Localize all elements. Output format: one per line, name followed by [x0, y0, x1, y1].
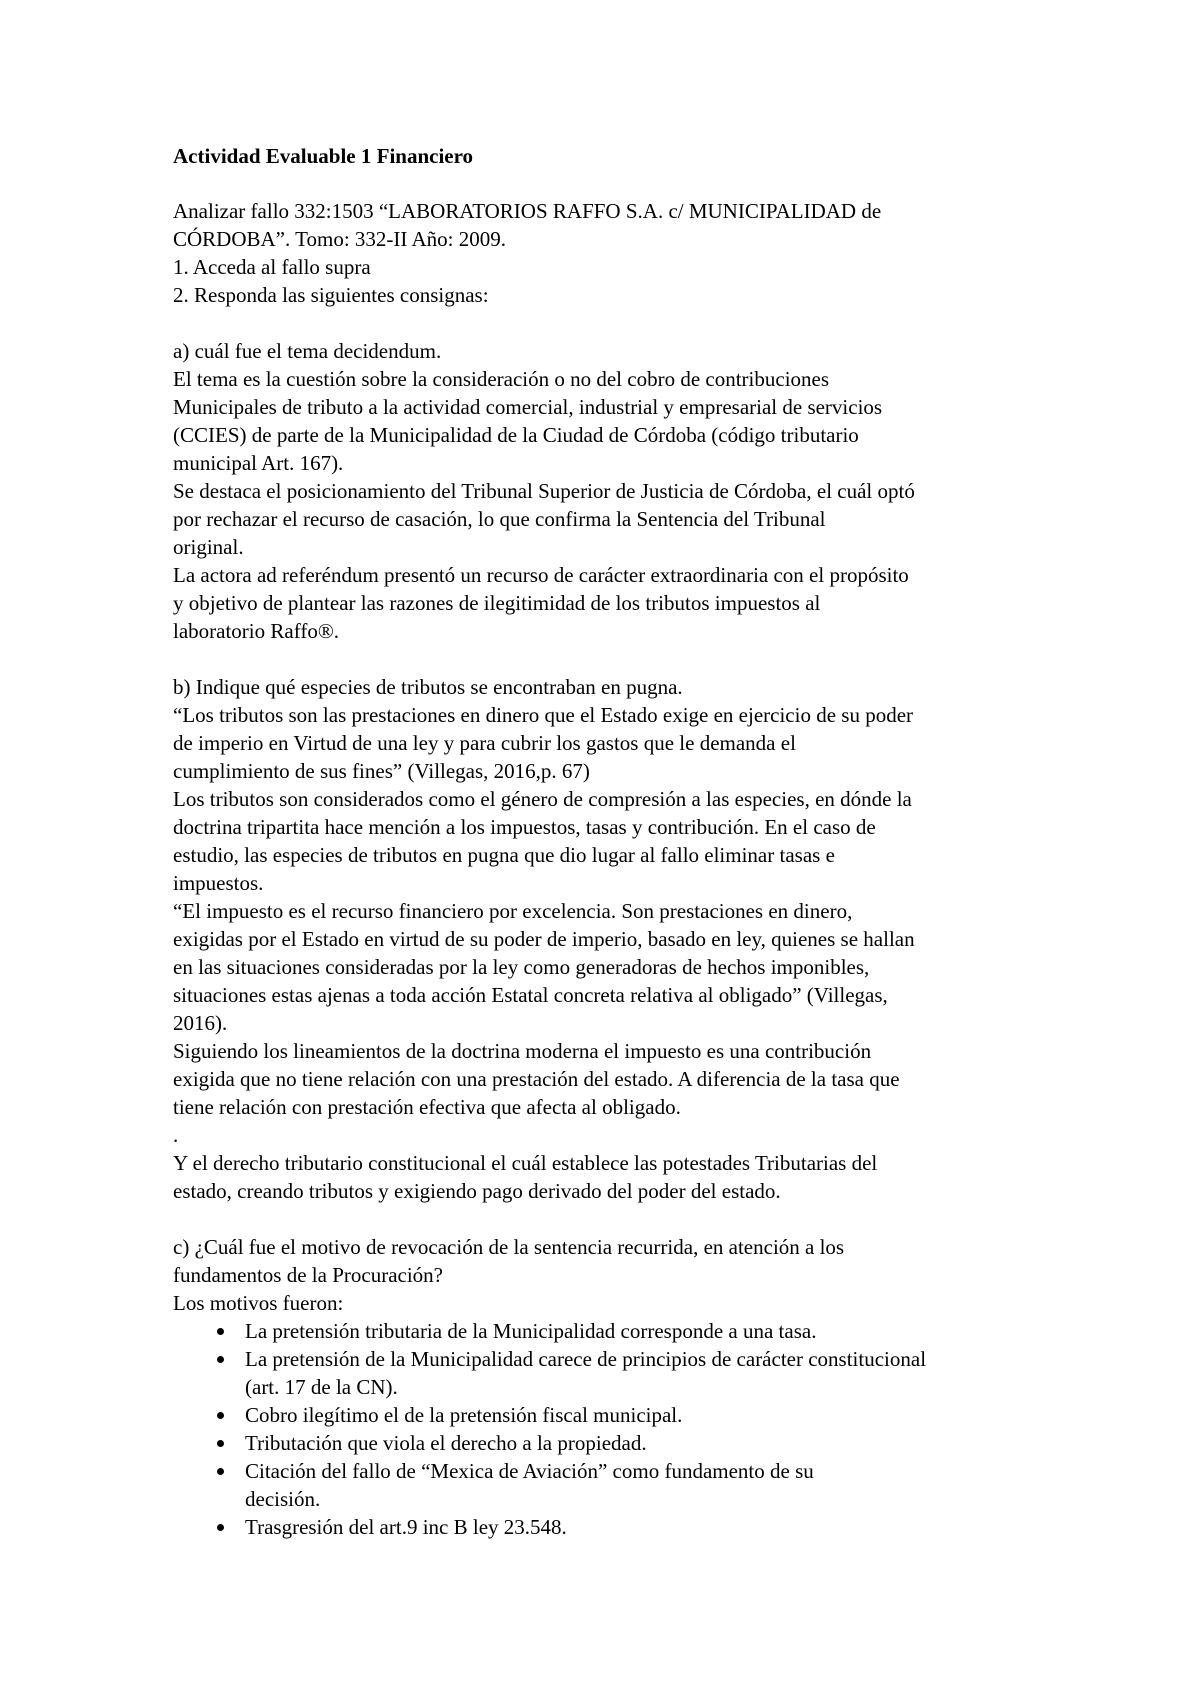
text-line: 2. Responda las siguientes consignas: [173, 283, 489, 307]
reasons-list [173, 1317, 1053, 1541]
text-line: 1. Acceda al fallo supra [173, 255, 371, 279]
question-b: b) Indique qué especies de tributos se encontraban en pugna. [173, 675, 683, 699]
text-line: Los motivos fueron: [173, 1291, 344, 1315]
text-line: “El impuesto es el recurso financiero por excelencia. Son prestaciones en dinero, [173, 899, 853, 923]
spacer [173, 309, 1053, 337]
question-c: c) ¿Cuál fue el motivo de revocación de la sentencia recurrida, en atención a los [173, 1235, 845, 1259]
text-line: estudio, las especies de tributos en pugna que dio lugar al fallo eliminar tasas e [173, 843, 835, 867]
bullet-icon [217, 1356, 224, 1363]
list-item-text: decisión. [245, 1487, 321, 1511]
text-line: 2016). [173, 1011, 228, 1035]
text-line: Analizar fallo 332:1503 “LABORATORIOS RAFFO S.A. c/ MUNICIPALIDAD de [173, 199, 882, 223]
text-line: Municipales de tributo a la actividad comercial, industrial y empresarial de servicios [173, 395, 883, 419]
section-c [173, 1233, 1053, 1541]
text-line: (CCIES) de parte de la Municipalidad de la Ciudad de Córdoba (código tributario [173, 423, 859, 447]
list-item [173, 1429, 1053, 1457]
section-a [173, 337, 1053, 645]
list-item-text: La pretensión de la Municipalidad carece de principios de carácter constitucional [245, 1347, 927, 1371]
list-item [173, 1513, 1053, 1541]
list-item [173, 1401, 1053, 1429]
text-line: El tema es la cuestión sobre la consideración o no del cobro de contribuciones [173, 367, 830, 391]
text-line: exigida que no tiene relación con una prestación del estado. A diferencia de la tasa que [173, 1067, 900, 1091]
text-line: municipal Art. 167). [173, 451, 344, 475]
list-item [173, 1345, 1053, 1401]
text-line: por rechazar el recurso de casación, lo que confirma la Sentencia del Tribunal [173, 507, 826, 531]
list-item-text: (art. 17 de la CN). [245, 1375, 398, 1399]
text-line: de imperio en Virtud de una ley y para cubrir los gastos que le demanda el [173, 731, 796, 755]
text-line: tiene relación con prestación efectiva que afecta al obligado. [173, 1095, 681, 1119]
intro-block [173, 197, 1053, 309]
spacer [173, 1205, 1053, 1233]
text-line: La actora ad referéndum presentó un recurso de carácter extraordinaria con el propósito [173, 563, 909, 587]
list-item [173, 1317, 1053, 1345]
list-item-text: Cobro ilegítimo el de la pretensión fiscal municipal. [245, 1403, 683, 1427]
document-body [173, 142, 1053, 1541]
list-item-text: Trasgresión del art.9 inc B ley 23.548. [245, 1515, 567, 1539]
stray-dot: . [173, 1123, 179, 1147]
list-item-text: La pretensión tributaria de la Municipalidad corresponde a una tasa. [245, 1319, 817, 1343]
text-line: y objetivo de plantear las razones de ilegitimidad de los tributos impuestos al [173, 591, 821, 615]
text-line: laboratorio Raffo®. [173, 619, 340, 643]
bullet-icon [217, 1328, 224, 1335]
text-line: estado, creando tributos y exigiendo pago derivado del poder del estado. [173, 1179, 781, 1203]
text-line: exigidas por el Estado en virtud de su poder de imperio, basado en ley, quienes se hallan [173, 927, 915, 951]
bullet-icon [217, 1440, 224, 1447]
text-line: CÓRDOBA”. Tomo: 332-II Año: 2009. [173, 227, 506, 251]
text-line: Se destaca el posicionamiento del Tribunal Superior de Justicia de Córdoba, el cuál optó [173, 479, 915, 503]
text-line: situaciones estas ajenas a toda acción Estatal concreta relativa al obligado” (Villegas, [173, 983, 888, 1007]
text-line: doctrina tripartita hace mención a los impuestos, tasas y contribución. En el caso de [173, 815, 876, 839]
text-line: Y el derecho tributario constitucional el cuál establece las potestades Tributarias del [173, 1151, 878, 1175]
bullet-icon [217, 1524, 224, 1531]
text-line: en las situaciones consideradas por la ley como generadoras de hechos imponibles, [173, 955, 870, 979]
document-title: Actividad Evaluable 1 Financiero [173, 144, 474, 168]
spacer [173, 645, 1053, 673]
text-line: cumplimiento de sus fines” (Villegas, 2016,p. 67) [173, 759, 590, 783]
bullet-icon [217, 1468, 224, 1475]
text-line: “Los tributos son las prestaciones en dinero que el Estado exige en ejercicio de su poder [173, 703, 914, 727]
spacer [173, 170, 1053, 197]
bullet-icon [217, 1412, 224, 1419]
list-item-text: Citación del fallo de “Mexica de Aviación” como fundamento de su [245, 1459, 814, 1483]
section-b [173, 673, 1053, 1205]
list-item-text: Tributación que viola el derecho a la propiedad. [245, 1431, 647, 1455]
text-line: Siguiendo los lineamientos de la doctrina moderna el impuesto es una contribución [173, 1039, 872, 1063]
list-item [173, 1457, 1053, 1513]
text-line: Los tributos son considerados como el género de compresión a las especies, en dónde la [173, 787, 912, 811]
text-line: impuestos. [173, 871, 264, 895]
question-a: a) cuál fue el tema decidendum. [173, 339, 442, 363]
text-line: original. [173, 535, 244, 559]
text-line: fundamentos de la Procuración? [173, 1263, 443, 1287]
